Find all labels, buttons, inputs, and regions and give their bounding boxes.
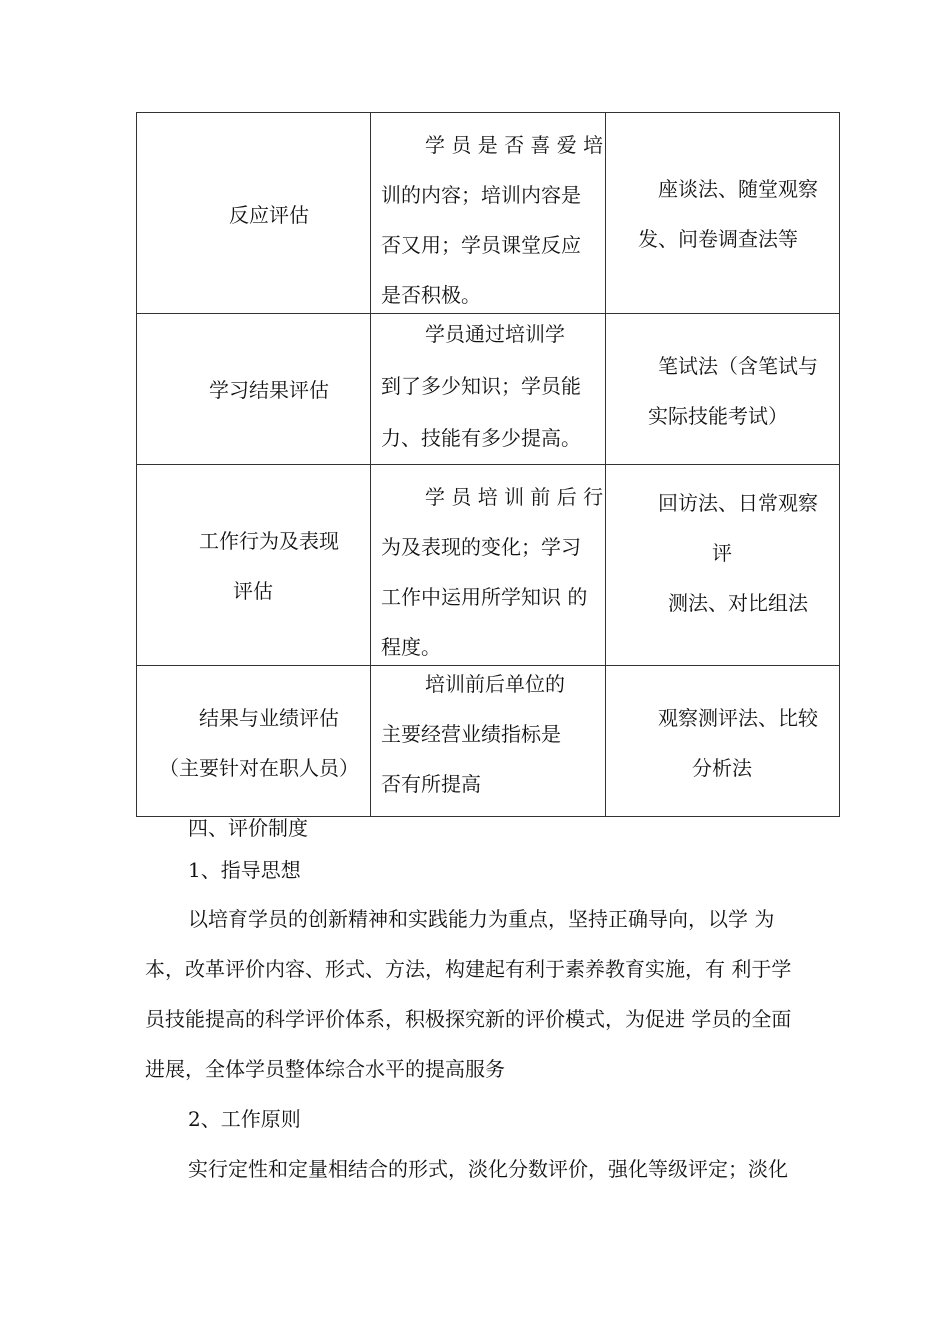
method-text: 座谈法、随堂观察 — [658, 177, 818, 201]
level-text: 工作行为及表现 — [199, 529, 339, 553]
content-text: 否有所提高 — [381, 772, 481, 796]
content-text: 工作中运用所学知识 的 — [381, 585, 588, 609]
subheading-work-principle: 2、工作原则 — [188, 1107, 301, 1131]
method-cell — [606, 465, 840, 666]
method-cell — [606, 666, 840, 817]
section-heading: 四、评价制度 — [188, 816, 308, 840]
paragraph-line: 员技能提高的科学评价体系，积极探究新的评价模式，为促进 学员的全面 — [145, 1007, 792, 1031]
content-text: 程度。 — [381, 635, 441, 659]
content-text: 学员通过培训学 — [425, 322, 565, 346]
table-row — [137, 465, 840, 666]
level-text: 学习结果评估 — [209, 378, 329, 402]
content-text: 主要经营业绩指标是 — [381, 722, 561, 746]
level-text: 反应评估 — [229, 203, 309, 227]
table-row — [137, 666, 840, 817]
paragraph-line: 进展，全体学员整体综合水平的提高服务 — [145, 1057, 505, 1081]
method-cell — [606, 314, 840, 465]
method-text: 分析法 — [692, 756, 752, 780]
evaluation-table — [136, 112, 840, 817]
level-cell — [137, 314, 371, 465]
method-text: 观察测评法、比较 — [658, 706, 818, 730]
level-text: 评估 — [233, 579, 273, 603]
subheading-guiding-thought: 1、指导思想 — [188, 858, 301, 882]
content-text: 是否积极。 — [381, 283, 481, 307]
level-cell — [137, 113, 371, 314]
level-text: （主要针对在职人员） — [159, 756, 359, 780]
paragraph-line: 实行定性和定量相结合的形式，淡化分数评价，强化等级评定；淡化 — [188, 1157, 788, 1181]
content-text: 学 员 是 否 喜 爱 培 — [425, 133, 604, 157]
content-text: 培训前后单位的 — [425, 672, 565, 696]
content-text: 否又用；学员课堂反应 — [381, 233, 581, 257]
level-cell — [137, 666, 371, 817]
content-text: 力、技能有多少提高。 — [381, 426, 581, 450]
table-row — [137, 113, 840, 314]
paragraph-line: 本，改革评价内容、形式、方法，构建起有利于素养教育实施，有 利于学 — [145, 957, 792, 981]
method-text: 笔试法（含笔试与 — [658, 354, 818, 378]
content-cell — [371, 465, 606, 666]
content-text: 学 员 培 训 前 后 行 — [425, 485, 604, 509]
method-text: 评 — [712, 541, 732, 565]
content-text: 为及表现的变化；学习 — [381, 535, 581, 559]
paragraph-line: 以培育学员的创新精神和实践能力为重点，坚持正确导向，以学 为 — [188, 907, 775, 931]
content-cell — [371, 666, 606, 817]
level-text: 结果与业绩评估 — [199, 706, 339, 730]
method-text: 测法、对比组法 — [668, 591, 808, 615]
method-cell — [606, 113, 840, 314]
content-cell — [371, 314, 606, 465]
content-text: 训的内容；培训内容是 — [381, 183, 581, 207]
method-text: 回访法、日常观察 — [658, 491, 818, 515]
method-text: 发、问卷调查法等 — [638, 227, 798, 251]
level-cell — [137, 465, 371, 666]
method-text: 实际技能考试） — [648, 404, 788, 428]
content-text: 到了多少知识；学员能 — [381, 374, 581, 398]
content-cell — [371, 113, 606, 314]
table-row — [137, 314, 840, 465]
